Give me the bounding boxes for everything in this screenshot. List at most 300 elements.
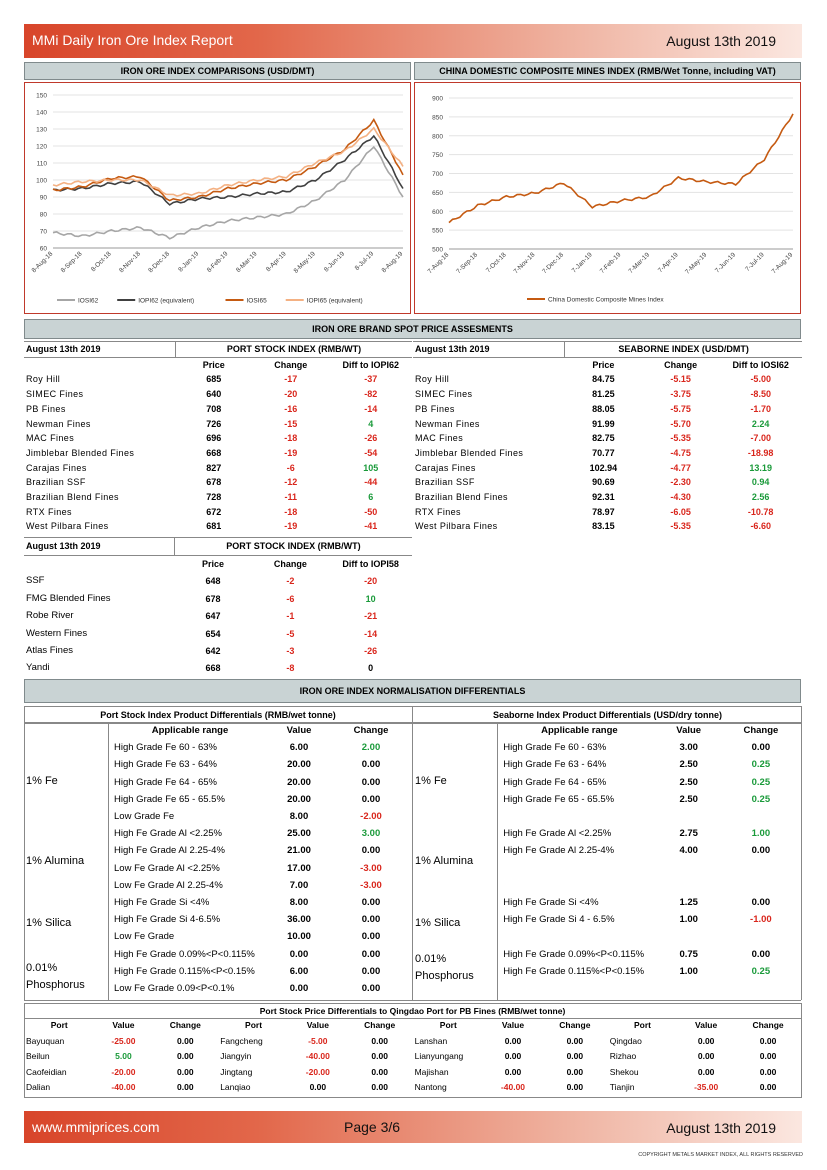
norm-range: High Fe Grade Si <4%	[114, 897, 210, 909]
norm-change: 0.00	[361, 793, 381, 805]
port-change: -20	[284, 389, 298, 400]
ports-title: Port Stock Price Differentials to Qingdao Port for PB Fines (RMB/wet tonne)	[24, 1003, 801, 1019]
brand-name: Carajas Fines	[415, 462, 476, 473]
ports-col-value: Value	[501, 1020, 525, 1030]
table-row	[413, 756, 802, 773]
brand-name: Atlas Fines	[26, 644, 73, 656]
norm-port-col-change: Change	[353, 725, 389, 736]
port-change: 0.00	[566, 1051, 584, 1061]
port-stock-58-table	[24, 537, 412, 677]
legend-label: IOSI65	[246, 297, 267, 305]
norm-range: High Fe Grade Al 2.25-4%	[114, 845, 225, 857]
norm-sea-col-range: Applicable range	[541, 725, 618, 736]
port-change: -12	[284, 477, 298, 488]
norm-change	[720, 808, 802, 825]
norm-range: High Fe Grade Si 4 - 6.5%	[503, 914, 615, 926]
port-change: 0.00	[566, 1082, 584, 1092]
table-row	[413, 417, 802, 432]
port-col-price: Price	[202, 359, 225, 370]
port-name: Jingtang	[220, 1066, 253, 1077]
brand-name: SIMEC Fines	[415, 389, 473, 400]
port-change: -1	[286, 611, 295, 622]
norm-change: 2.00	[361, 742, 381, 754]
port2-table-date: August 13th 2019	[24, 538, 174, 556]
port-value: -5.00	[308, 1035, 328, 1046]
right-chart-panel	[414, 82, 801, 314]
norm-value	[658, 877, 720, 894]
norm-range: High Fe Grade Al 2.25-4%	[503, 845, 615, 857]
table-row	[413, 946, 802, 963]
y-tick-label: 110	[36, 160, 47, 168]
norm-change: 0.00	[751, 845, 771, 857]
sea-price: 92.31	[592, 492, 615, 503]
norm-port-col-value: Value	[286, 725, 312, 736]
y-tick-label: 140	[36, 109, 47, 117]
table-row	[24, 446, 412, 461]
norm-value: 36.00	[287, 914, 311, 926]
y-tick-label: 80	[39, 211, 47, 219]
table-row	[24, 739, 412, 756]
sea-table-date: August 13th 2019	[413, 342, 565, 358]
table-row	[413, 461, 802, 476]
norm-range: High Fe Grade Al <2.25%	[503, 828, 612, 840]
norm-value: 1.25	[679, 896, 698, 908]
port2-table-title: PORT STOCK INDEX (RMB/WT)	[174, 538, 412, 556]
port-col-change: Change	[274, 359, 308, 370]
ports-col-change: Change	[559, 1020, 591, 1030]
sea-price: 91.99	[592, 418, 615, 429]
norm-value: 25.00	[287, 828, 311, 840]
norm-range	[501, 928, 657, 945]
sea-change: -5.15	[670, 374, 691, 385]
port-diff: -54	[364, 447, 378, 458]
brand-name: SIMEC Fines	[26, 389, 84, 400]
table-row	[24, 519, 412, 534]
x-tick-label: 7-Aug-18	[426, 251, 451, 276]
x-tick-label: 7-Aug-19	[770, 251, 795, 276]
brand-name: Roy Hill	[415, 374, 450, 385]
y-tick-label: 120	[36, 143, 47, 151]
port-change: -18	[284, 433, 298, 444]
x-tick-label: 7-Sep-18	[455, 251, 480, 276]
ports-col-value: Value	[306, 1020, 329, 1030]
sea-diff: -18.98	[747, 447, 774, 458]
y-tick-label: 60	[39, 245, 47, 253]
footer-page: Page 3/6	[344, 1119, 401, 1135]
sea-diff: -6.60	[750, 521, 771, 532]
header-banner	[24, 24, 802, 58]
port-name: Jiangyin	[220, 1051, 252, 1061]
port-price: 726	[206, 418, 222, 429]
x-tick-label: 8-Jul-19	[353, 250, 376, 273]
norm-change: 0.00	[751, 742, 771, 754]
norm-range: High Fe Grade 0.115%<P<0.15%	[114, 965, 255, 977]
norm-change: 0.00	[361, 931, 381, 943]
brand-name: FMG Blended Fines	[26, 592, 111, 604]
norm-sea-col-change: Change	[743, 725, 779, 736]
port-change: -17	[284, 374, 298, 385]
norm-range: High Grade Fe 64 - 65%	[114, 776, 217, 788]
port-diff: 0	[368, 663, 374, 674]
port-value: 0.00	[697, 1066, 715, 1077]
port-price: 681	[206, 521, 222, 532]
table-row	[413, 739, 802, 756]
port-price: 708	[206, 403, 222, 414]
brand-name: Western Fines	[26, 627, 88, 639]
y-tick-label: 750	[432, 152, 443, 160]
norm-port-group-ph1: 0.01%	[26, 962, 58, 974]
sea-change: -5.35	[670, 433, 691, 444]
table-row	[24, 825, 412, 842]
norm-range: High Fe Grade Si <4%	[503, 896, 599, 908]
ports-col-change: Change	[364, 1020, 396, 1030]
port-value: 0.00	[504, 1051, 522, 1061]
norm-value: 2.50	[679, 759, 698, 771]
china-domestic-chart	[415, 83, 800, 313]
sea-price: 90.69	[592, 477, 615, 488]
x-tick-label: 8-Apr-19	[264, 250, 288, 274]
port-diff: -26	[364, 645, 378, 656]
port-diff: -82	[364, 389, 378, 400]
norm-value: 1.00	[679, 914, 698, 926]
port-change: 0.00	[759, 1066, 777, 1077]
sea-price: 82.75	[592, 433, 615, 444]
sea-diff: -8.50	[750, 389, 771, 400]
port-change: 0.00	[371, 1066, 388, 1077]
ports-col-port: Port	[633, 1020, 651, 1030]
table-row	[24, 625, 412, 642]
brand-name: Yandi	[26, 662, 50, 674]
port-value: 5.00	[115, 1051, 132, 1061]
brand-name: Carajas Fines	[26, 462, 87, 473]
table-row	[24, 928, 412, 945]
port-change: -6	[286, 593, 295, 604]
ports-col-change: Change	[752, 1020, 784, 1030]
table-row	[24, 756, 412, 773]
norm-change	[720, 860, 802, 877]
port-diff: 105	[363, 462, 379, 473]
ports-col-value: Value	[695, 1020, 718, 1030]
ports-col-port: Port	[245, 1020, 263, 1030]
norm-value: 1.00	[679, 965, 698, 977]
norm-change	[720, 980, 802, 997]
table-row	[24, 1065, 801, 1081]
norm-value: 2.50	[679, 776, 698, 788]
norm-change: 0.25	[751, 793, 771, 805]
port-change: -19	[284, 447, 298, 458]
port-value: 0.00	[504, 1066, 522, 1077]
norm-value: 0.00	[289, 948, 309, 960]
port-change: 0.00	[371, 1035, 388, 1046]
x-tick-label: 8-Nov-18	[118, 250, 142, 275]
port-change: -5	[286, 628, 295, 639]
norm-port-group-ph2: Phosphorus	[26, 979, 85, 991]
norm-sea-group-fe: 1% Fe	[415, 775, 447, 787]
norm-range	[501, 808, 657, 825]
port2-col-price: Price	[201, 559, 224, 570]
table-row	[24, 608, 412, 625]
port2-col-change: Change	[273, 559, 307, 570]
norm-range: Low Grade Fe	[114, 811, 175, 823]
norm-value: 8.00	[289, 897, 309, 909]
norm-port-title: Port Stock Index Product Differentials (RMB/wet tonne)	[24, 706, 412, 724]
table-row	[24, 475, 412, 490]
port-change: -18	[284, 506, 298, 517]
norm-change: 0.00	[361, 914, 381, 926]
sea-diff: 2.56	[751, 492, 770, 503]
table-row	[413, 825, 802, 842]
port-change: -3	[286, 645, 295, 656]
port-name: Lanshan	[414, 1035, 448, 1046]
x-tick-label: 8-Mar-19	[234, 250, 259, 275]
norm-change: -1.00	[750, 914, 772, 926]
port-change: 0.00	[371, 1082, 388, 1092]
port-col-diff: Diff to IOPI62	[342, 359, 399, 370]
brand-name: SSF	[26, 575, 45, 587]
norm-range: High Fe Grade Si 4-6.5%	[114, 914, 221, 926]
port-change: -6	[286, 462, 295, 473]
table-row	[413, 519, 802, 534]
port-value: 0.00	[309, 1082, 327, 1092]
brand-name: Brazilian SSF	[26, 477, 86, 488]
table-row	[413, 791, 802, 808]
table-row	[413, 387, 802, 402]
norm-value: 20.00	[287, 759, 311, 771]
brand-section-title: IRON ORE BRAND SPOT PRICE ASSESMENTS	[24, 319, 801, 339]
sea-col-price: Price	[592, 359, 615, 370]
port-price: 685	[206, 374, 222, 385]
norm-change: 0.00	[361, 897, 381, 909]
table-row	[413, 505, 802, 520]
table-row	[413, 911, 802, 928]
norm-range: High Fe Grade 0.09%<P<0.115%	[114, 948, 255, 960]
port-diff: -41	[364, 521, 378, 532]
norm-value: 3.00	[679, 742, 698, 754]
legend-label: IOPI62 (equivalent)	[138, 297, 195, 305]
norm-sea-col-value: Value	[676, 725, 702, 736]
brand-name: West Pilbara Fines	[415, 521, 498, 532]
table-row	[24, 774, 412, 791]
norm-range: High Fe Grade 0.115%<P<0.15%	[503, 965, 645, 977]
table-row	[24, 573, 412, 590]
brand-name: Jimblebar Blended Fines	[415, 447, 524, 458]
table-row	[24, 490, 412, 505]
y-tick-label: 850	[432, 114, 443, 122]
table-row	[24, 505, 412, 520]
norm-sea-group-ph1: 0.01%	[415, 953, 447, 965]
port-name: Lanqiao	[220, 1082, 251, 1092]
port-price: 678	[206, 477, 222, 488]
norm-range	[501, 980, 657, 997]
port-name: Dalian	[26, 1082, 51, 1092]
table-row	[24, 911, 412, 928]
norm-sea-group-ph2: Phosphorus	[415, 970, 474, 982]
brand-name: PB Fines	[415, 403, 455, 414]
sea-change: -5.75	[670, 403, 691, 414]
norm-sea-title: Seaborne Index Product Differentials (USD/dry tonne)	[413, 706, 802, 724]
port-price: 678	[205, 593, 221, 604]
norm-sea-group-al: 1% Alumina	[415, 855, 474, 867]
y-tick-label: 700	[432, 171, 443, 178]
sea-price: 102.94	[589, 462, 618, 473]
table-row	[24, 1049, 801, 1065]
port-price: 728	[206, 492, 222, 503]
table-row	[413, 808, 802, 825]
norm-value: 6.00	[289, 965, 309, 977]
norm-range: High Fe Grade 0.09%<P<0.115%	[503, 948, 645, 960]
brand-name: West Pilbara Fines	[26, 521, 109, 532]
norm-value: 2.75	[679, 828, 698, 840]
x-tick-label: 7-Mar-19	[627, 251, 652, 276]
x-tick-label: 7-Jun-19	[713, 251, 738, 275]
norm-range: High Grade Fe 60 - 63%	[503, 742, 607, 754]
x-tick-label: 8-Dec-18	[147, 250, 172, 275]
table-row	[24, 590, 412, 607]
port-change: -8	[286, 663, 295, 674]
port-value: 0.00	[697, 1051, 715, 1061]
port-price: 827	[206, 462, 222, 473]
port-value: -20.00	[305, 1066, 330, 1077]
brand-name: MAC Fines	[26, 433, 75, 444]
brand-name: Newman Fines	[26, 418, 91, 429]
norm-port-col-range: Applicable range	[151, 725, 229, 736]
table-row	[413, 774, 802, 791]
port-price: 654	[205, 628, 221, 639]
norm-change: 0.25	[751, 759, 771, 771]
norm-change	[720, 928, 802, 945]
port-table-date: August 13th 2019	[24, 342, 175, 358]
x-tick-label: 8-Jun-19	[322, 250, 347, 274]
port-value: 0.00	[697, 1035, 715, 1046]
port-diff: -21	[364, 611, 378, 622]
sea-change: -3.75	[670, 389, 691, 400]
brand-name: Robe River	[26, 610, 74, 622]
port-name: Bayuquan	[26, 1035, 65, 1046]
table-row	[24, 461, 412, 476]
footer-url[interactable]: www.mmiprices.com	[32, 1119, 160, 1135]
port-diff: -26	[364, 433, 378, 444]
port-diff: 6	[368, 492, 374, 503]
copyright: COPYRIGHT METALS MARKET INDEX, ALL RIGHTS RESERVED	[638, 1152, 803, 1158]
port-value: -35.00	[694, 1082, 719, 1092]
iron-ore-comparison-chart	[25, 83, 410, 313]
series-line	[53, 147, 403, 239]
brand-name: Brazilian SSF	[415, 477, 475, 488]
port-change: -11	[284, 492, 298, 503]
norm-change: 0.00	[361, 965, 381, 977]
norm-section-title: IRON ORE INDEX NORMALISATION DIFFERENTIALS	[24, 679, 801, 703]
norm-range: High Grade Fe 65 - 65.5%	[503, 793, 615, 805]
norm-change: 0.25	[751, 776, 771, 788]
port-change: -16	[284, 403, 298, 414]
norm-change: 1.00	[751, 828, 771, 840]
footer-banner	[24, 1111, 802, 1143]
x-tick-label: 8-May-19	[292, 250, 317, 275]
sea-price: 70.77	[592, 447, 615, 458]
norm-change: 3.00	[361, 828, 381, 840]
norm-range: High Grade Fe 63 - 64%	[503, 759, 607, 771]
report-title: MMi Daily Iron Ore Index Report	[32, 32, 233, 48]
port-stock-58-wrap	[24, 537, 412, 677]
port2-col-diff: Diff to IOPI58	[342, 559, 399, 570]
norm-port-group-fe: 1% Fe	[26, 775, 58, 787]
norm-change: -2.00	[360, 811, 382, 823]
port-name: Caofeidian	[26, 1066, 67, 1077]
norm-range: Low Fe Grade Al 2.25-4%	[114, 879, 223, 891]
x-tick-label: 7-Apr-19	[656, 251, 680, 275]
port-change: -19	[284, 521, 298, 532]
port-stock-table-wrap	[24, 341, 412, 534]
table-row	[24, 894, 412, 911]
table-row	[24, 660, 412, 677]
x-tick-label: 7-Dec-18	[541, 251, 566, 276]
norm-range	[501, 860, 657, 877]
port-name: Tianjin	[609, 1082, 635, 1092]
y-tick-label: 100	[36, 177, 47, 185]
norm-range: Low Fe Grade 0.09<P<0.1%	[114, 983, 235, 995]
table-row	[24, 372, 412, 387]
y-tick-label: 150	[36, 92, 47, 100]
port-diff: 4	[368, 418, 374, 429]
port-diff: -20	[364, 576, 378, 587]
sea-change: -4.30	[670, 492, 691, 503]
table-row	[24, 417, 412, 432]
sea-price: 88.05	[592, 403, 615, 414]
sea-change: -5.35	[670, 521, 691, 532]
port-price: 642	[205, 645, 221, 656]
left-chart-panel	[24, 82, 411, 314]
norm-range: Low Fe Grade Al <2.25%	[114, 862, 220, 874]
series-line	[53, 120, 403, 201]
brand-name: PB Fines	[26, 403, 66, 414]
norm-range: High Fe Grade Al <2.25%	[114, 828, 222, 840]
x-tick-label: 7-Nov-18	[512, 251, 537, 276]
x-tick-label: 7-Oct-18	[484, 251, 508, 275]
y-tick-label: 130	[36, 126, 47, 134]
norm-range	[501, 877, 657, 894]
legend-label: China Domestic Composite Mines Index	[548, 296, 664, 304]
brand-name: Brazilian Blend Fines	[26, 492, 119, 503]
table-row	[24, 963, 412, 980]
table-row	[24, 1034, 801, 1050]
table-row	[24, 877, 412, 894]
series-line	[53, 128, 403, 196]
norm-value: 20.00	[287, 776, 311, 788]
norm-change: -3.00	[360, 862, 382, 874]
norm-sea-group-si: 1% Silica	[415, 917, 461, 929]
table-row	[413, 431, 802, 446]
sea-diff: -10.78	[747, 506, 774, 517]
norm-change: 0.00	[361, 776, 381, 788]
sea-price: 81.25	[592, 389, 615, 400]
table-row	[24, 946, 412, 963]
norm-value	[658, 980, 720, 997]
brand-name: Newman Fines	[415, 418, 480, 429]
port-name: Beilun	[26, 1051, 50, 1061]
y-tick-label: 600	[432, 208, 443, 216]
sea-change: -5.70	[670, 418, 691, 429]
y-tick-label: 800	[432, 133, 443, 141]
x-tick-label: 7-Jul-19	[744, 251, 766, 274]
norm-value	[658, 928, 720, 945]
y-tick-label: 550	[432, 227, 443, 235]
ports-col-change: Change	[169, 1020, 201, 1030]
y-tick-label: 650	[432, 189, 443, 197]
table-row	[24, 387, 412, 402]
table-row	[413, 894, 802, 911]
port-change: 0.00	[177, 1035, 194, 1046]
x-tick-label: 7-Jan-19	[570, 251, 594, 275]
